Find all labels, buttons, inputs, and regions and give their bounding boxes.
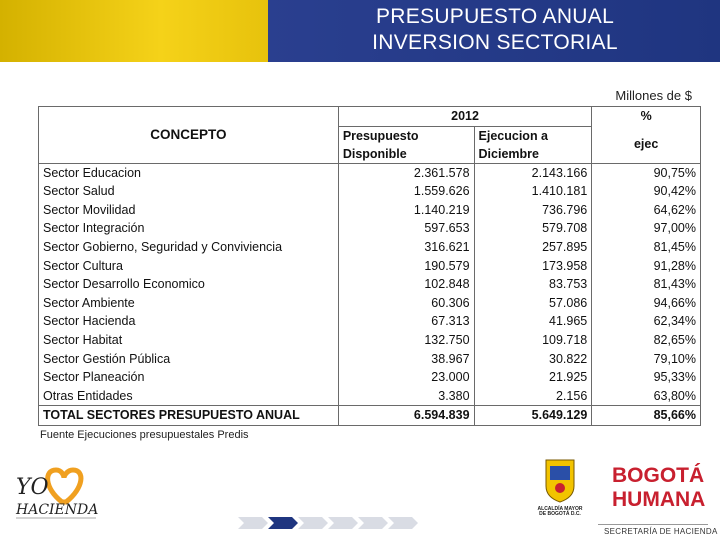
row-concept: Sector Gobierno, Seguridad y Conviviencia — [39, 238, 339, 257]
row-ejecucion: 736.796 — [474, 201, 592, 220]
table-row — [39, 294, 701, 313]
svg-text:DE BOGOTÁ D.C.: DE BOGOTÁ D.C. — [539, 511, 581, 516]
row-ejecucion: 2.156 — [474, 387, 592, 406]
row-ejecucion: 2.143.166 — [474, 163, 592, 182]
row-presupuesto: 102.848 — [338, 275, 474, 294]
row-presupuesto: 38.967 — [338, 350, 474, 369]
row-ejecucion: 173.958 — [474, 257, 592, 276]
row-concept: Sector Integración — [39, 219, 339, 238]
header-yellow-panel — [0, 0, 268, 62]
row-pct: 95,33% — [592, 368, 701, 387]
units-label: Millones de $ — [615, 88, 692, 103]
row-ejecucion: 83.753 — [474, 275, 592, 294]
row-presupuesto: 2.361.578 — [338, 163, 474, 182]
row-concept: Sector Movilidad — [39, 201, 339, 220]
row-pct: 79,10% — [592, 350, 701, 369]
presupuesto-header: Presupuesto Disponible — [338, 126, 474, 163]
row-concept: Sector Hacienda — [39, 312, 339, 331]
svg-text:BOGOTÁ: BOGOTÁ — [612, 464, 705, 487]
table-row — [39, 350, 701, 369]
total-ejecucion: 5.649.129 — [474, 406, 592, 426]
concept-header: CONCEPTO — [39, 107, 339, 164]
row-concept: Sector Gestión Pública — [39, 350, 339, 369]
source-note: Fuente Ejecuciones presupuestales Predis — [40, 429, 249, 441]
row-concept: Sector Habitat — [39, 331, 339, 350]
bogota-humana-logo — [608, 460, 708, 517]
row-pct: 81,45% — [592, 238, 701, 257]
header-bar — [0, 0, 720, 62]
table-row — [39, 238, 701, 257]
row-pct: 97,00% — [592, 219, 701, 238]
row-concept: Sector Ambiente — [39, 294, 339, 313]
budget-table — [38, 106, 701, 426]
total-concept: TOTAL SECTORES PRESUPUESTO ANUAL — [39, 406, 339, 426]
row-concept: Otras Entidades — [39, 387, 339, 406]
table-row — [39, 312, 701, 331]
row-presupuesto: 1.559.626 — [338, 182, 474, 201]
row-pct: 64,62% — [592, 201, 701, 220]
row-presupuesto: 3.380 — [338, 387, 474, 406]
svg-text:ALCALDÍA MAYOR: ALCALDÍA MAYOR — [537, 506, 583, 512]
yo-hacienda-logo — [14, 462, 104, 529]
pct-header-bottom: ejec — [592, 126, 701, 163]
pct-header-top: % — [592, 107, 701, 127]
row-pct: 94,66% — [592, 294, 701, 313]
row-ejecucion: 21.925 — [474, 368, 592, 387]
table-row — [39, 182, 701, 201]
title-line-1: PRESUPUESTO ANUAL — [375, 5, 615, 28]
row-concept: Sector Educacion — [39, 163, 339, 182]
footer-divider — [598, 524, 708, 525]
row-pct: 82,65% — [592, 331, 701, 350]
total-pct: 85,66% — [592, 406, 701, 426]
title-line-2: INVERSION SECTORIAL — [372, 31, 618, 54]
row-concept: Sector Salud — [39, 182, 339, 201]
progress-arrows — [238, 514, 418, 537]
header-row-1 — [39, 107, 701, 127]
row-ejecucion: 579.708 — [474, 219, 592, 238]
row-presupuesto: 60.306 — [338, 294, 474, 313]
total-row — [39, 406, 701, 426]
row-concept: Sector Planeación — [39, 368, 339, 387]
row-pct: 63,80% — [592, 387, 701, 406]
row-ejecucion: 1.410.181 — [474, 182, 592, 201]
row-presupuesto: 1.140.219 — [338, 201, 474, 220]
row-pct: 81,43% — [592, 275, 701, 294]
row-presupuesto: 67.313 — [338, 312, 474, 331]
ejecucion-header: Ejecucion a Diciembre — [474, 126, 592, 163]
row-ejecucion: 257.895 — [474, 238, 592, 257]
coat-of-arms-logo — [532, 458, 588, 521]
table-row — [39, 331, 701, 350]
row-concept: Sector Desarrollo Economico — [39, 275, 339, 294]
row-presupuesto: 190.579 — [338, 257, 474, 276]
table-row — [39, 201, 701, 220]
total-presupuesto: 6.594.839 — [338, 406, 474, 426]
svg-text:HACIENDA: HACIENDA — [16, 502, 99, 518]
row-ejecucion: 41.965 — [474, 312, 592, 331]
footer-secretaria: SECRETARÍA DE HACIENDA — [604, 527, 718, 536]
row-ejecucion: 30.822 — [474, 350, 592, 369]
svg-text:YO: YO — [16, 475, 49, 500]
page-title — [270, 4, 720, 56]
row-presupuesto: 316.621 — [338, 238, 474, 257]
row-pct: 90,42% — [592, 182, 701, 201]
row-ejecucion: 109.718 — [474, 331, 592, 350]
row-concept: Sector Cultura — [39, 257, 339, 276]
table-row — [39, 387, 701, 406]
table-row — [39, 219, 701, 238]
table-row — [39, 163, 701, 182]
row-pct: 91,28% — [592, 257, 701, 276]
row-presupuesto: 597.653 — [338, 219, 474, 238]
row-pct: 62,34% — [592, 312, 701, 331]
year-header: 2012 — [338, 107, 591, 127]
table-row — [39, 368, 701, 387]
row-presupuesto: 132.750 — [338, 331, 474, 350]
row-presupuesto: 23.000 — [338, 368, 474, 387]
table-row — [39, 257, 701, 276]
table-row — [39, 275, 701, 294]
row-ejecucion: 57.086 — [474, 294, 592, 313]
svg-text:HUMANA: HUMANA — [612, 488, 706, 511]
row-pct: 90,75% — [592, 163, 701, 182]
